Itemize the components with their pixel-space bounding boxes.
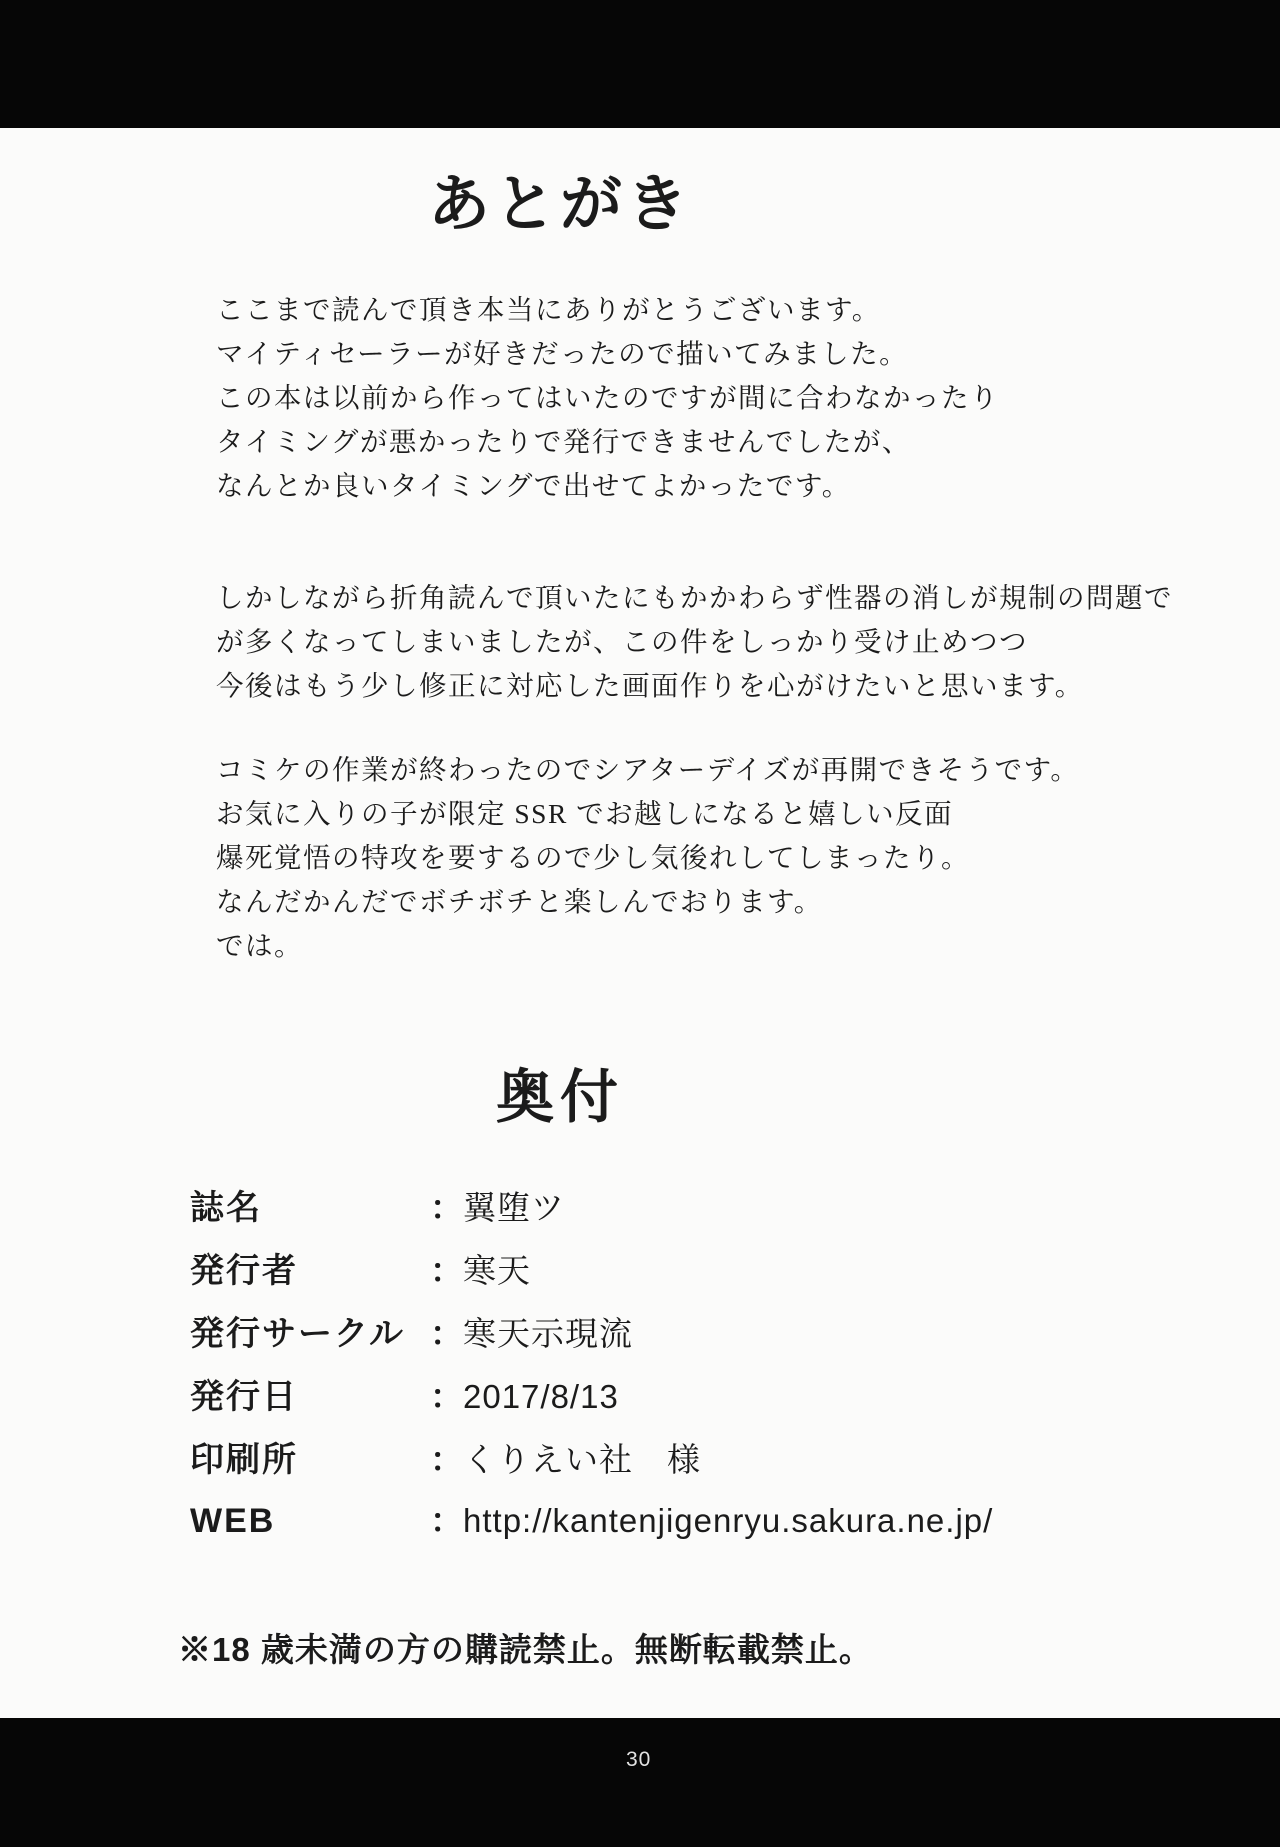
text-line: では。 (216, 930, 303, 961)
colophon-row-printer (190, 1432, 993, 1495)
afterword-paragraph-2 (216, 576, 1173, 708)
bottom-black-border (0, 1718, 1280, 1847)
colophon-row-title (190, 1180, 993, 1243)
paper-sheet (0, 128, 1280, 1718)
colophon-separator: ： (430, 1441, 463, 1478)
text-line: タイミングが悪かったりで発行できませんでしたが、 (216, 426, 911, 457)
text-line: なんとか良いタイミングで出せてよかったです。 (216, 470, 851, 501)
text-line: お気に入りの子が限定 SSR でお越しになると嬉しい反面 (216, 798, 954, 829)
colophon-label: 発行サークル (190, 1315, 405, 1353)
text-line: この本は以前から作ってはいたのですが間に合わなかったり (216, 382, 999, 413)
colophon-value: くりえい社 様 (463, 1441, 701, 1478)
colophon-separator: ： (430, 1315, 463, 1352)
colophon-row-publisher (190, 1243, 993, 1306)
colophon-row-web (190, 1495, 993, 1558)
colophon-label: 発行者 (190, 1252, 298, 1290)
afterword-heading: あとがき (427, 170, 692, 239)
colophon-value: 2017/8/13 (463, 1378, 619, 1415)
colophon-label: 印刷所 (190, 1441, 298, 1479)
colophon-table (190, 1180, 993, 1558)
colophon-row-circle (190, 1306, 993, 1369)
afterword-paragraph-1 (216, 288, 999, 508)
web-url-text: http://kantenjigenryu.sakura.ne.jp/ (463, 1502, 994, 1539)
text-line: 爆死覚悟の特攻を要するので少し気後れしてしまったり。 (216, 842, 970, 873)
colophon-value: 寒天 (463, 1252, 531, 1289)
afterword-paragraph-3 (216, 748, 1079, 968)
colophon-separator: ： (430, 1189, 463, 1226)
top-black-border (0, 0, 1280, 128)
colophon-separator: ： (430, 1252, 463, 1289)
page-number: 30 (626, 1748, 652, 1771)
text-line: 今後はもう少し修正に対応した画面作りを心がけたいと思います。 (216, 670, 1084, 701)
colophon-value: 翼堕ツ (463, 1189, 565, 1226)
colophon-label: 誌名 (190, 1189, 262, 1227)
colophon-row-date (190, 1369, 993, 1432)
text-line: なんだかんだでボチボチと楽しんでおります。 (216, 886, 823, 917)
text-line: しかしながら折角読んで頂いたにもかかわらず性器の消しが規制の問題で (216, 582, 1173, 613)
colophon-separator: ： (430, 1378, 463, 1415)
text-line: コミケの作業が終わったのでシアターデイズが再開できそうです。 (216, 754, 1080, 785)
text-line: が多くなってしまいましたが、この件をしっかり受け止めつつ (216, 626, 1028, 657)
text-line: ここまで読んで頂き本当にありがとうございます。 (216, 294, 881, 325)
text-line: マイティセーラーが好きだったので描いてみました。 (216, 338, 909, 369)
colophon-value: 寒天示現流 (463, 1315, 633, 1352)
colophon-separator: ： (430, 1502, 463, 1539)
colophon-heading: 奥付 (495, 1065, 624, 1130)
colophon-label: WEB (190, 1502, 276, 1540)
colophon-label: 発行日 (190, 1378, 298, 1416)
age-restriction-notice: ※18 歳未満の方の購読禁止。無断転載禁止。 (178, 1631, 873, 1668)
